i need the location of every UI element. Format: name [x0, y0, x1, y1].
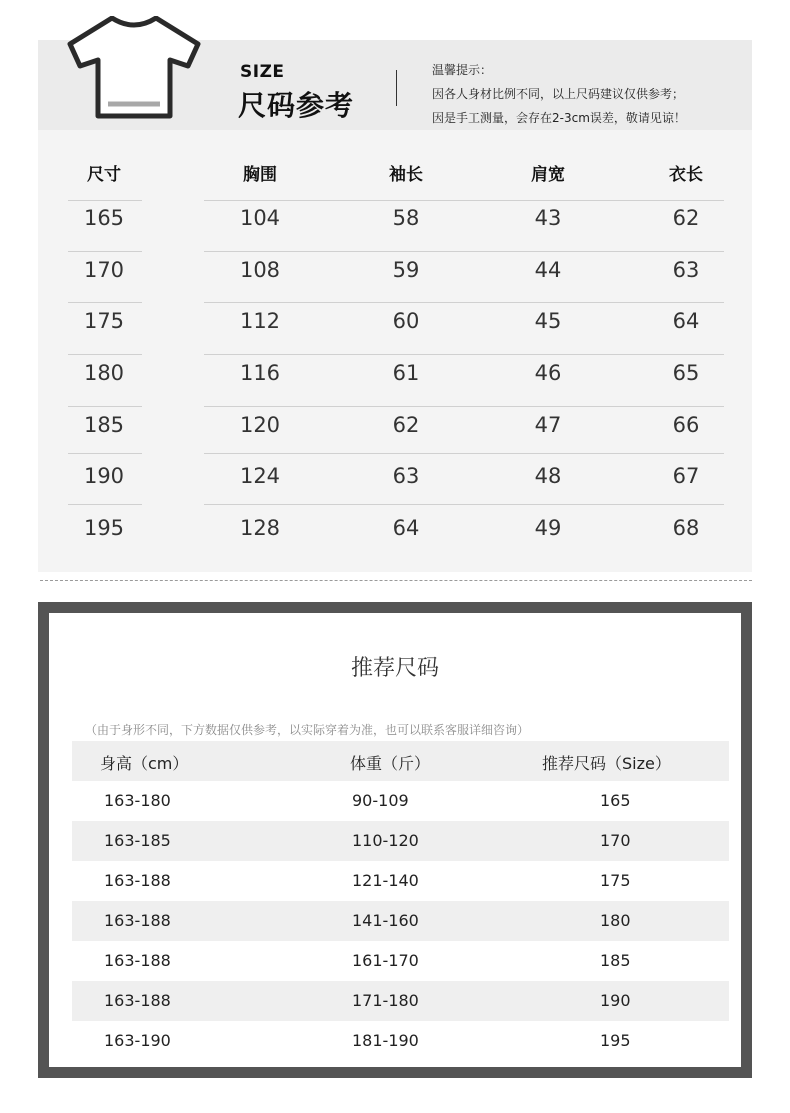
row-divider	[204, 504, 724, 505]
recommend-cell: 185	[600, 951, 631, 970]
tips-title: 温馨提示：	[432, 63, 493, 77]
size-cell: 44	[534, 258, 562, 282]
recommend-cell: 170	[600, 831, 631, 850]
size-cell: 104	[239, 206, 281, 230]
size-col-header: 衣长	[669, 165, 703, 185]
size-cell: 190	[83, 464, 125, 488]
size-cell: 45	[534, 309, 562, 333]
size-cell: 63	[672, 258, 700, 282]
recommend-cell: 175	[600, 871, 631, 890]
size-col-header: 尺寸	[87, 165, 121, 185]
size-col-header: 肩宽	[531, 165, 565, 185]
recommend-cell: 190	[600, 991, 631, 1010]
recommend-note: （由于身形不同，下方数据仅供参考，以实际穿着为准，也可以联系客服详细咨询）	[85, 723, 530, 737]
recommend-cell: 110-120	[352, 831, 419, 850]
row-divider	[68, 504, 142, 505]
recommend-cell: 163-185	[104, 831, 171, 850]
row-divider	[68, 406, 142, 407]
size-col-header: 袖长	[389, 165, 423, 185]
size-cell: 64	[392, 516, 420, 540]
recommend-panel	[38, 602, 752, 1078]
recommend-col-header: 身高（cm）	[100, 754, 189, 773]
recommend-cell: 180	[600, 911, 631, 930]
size-cell: 65	[672, 361, 700, 385]
recommend-row	[72, 941, 729, 981]
size-cell: 43	[534, 206, 562, 230]
recommend-cell: 161-170	[352, 951, 419, 970]
recommend-row	[72, 901, 729, 941]
size-cell: 59	[392, 258, 420, 282]
size-chart-panel	[38, 40, 752, 572]
row-divider	[204, 302, 724, 303]
size-cell: 61	[392, 361, 420, 385]
header-divider	[396, 70, 397, 106]
size-cell: 185	[83, 413, 125, 437]
size-cell: 60	[392, 309, 420, 333]
recommend-cell: 163-190	[104, 1031, 171, 1050]
recommend-row	[72, 861, 729, 901]
size-cell: 63	[392, 464, 420, 488]
recommend-cell: 163-188	[104, 871, 171, 890]
recommend-cell: 165	[600, 791, 631, 810]
size-col-header: 胸围	[243, 165, 277, 185]
recommend-col-header: 推荐尺码（Size）	[542, 754, 671, 773]
tshirt-icon	[66, 16, 202, 120]
row-divider	[204, 453, 724, 454]
size-cell: 120	[239, 413, 281, 437]
size-chart-header	[38, 40, 752, 130]
size-cell: 112	[239, 309, 281, 333]
size-cell: 180	[83, 361, 125, 385]
dashed-divider	[40, 580, 752, 581]
recommend-title: 推荐尺码	[350, 656, 439, 681]
size-cell: 47	[534, 413, 562, 437]
size-cell: 67	[672, 464, 700, 488]
size-cell: 165	[83, 206, 125, 230]
size-cell: 124	[239, 464, 281, 488]
row-divider	[68, 354, 142, 355]
row-divider	[204, 251, 724, 252]
row-divider	[204, 200, 724, 201]
tips-line: 因各人身材比例不同，以上尺码建议仅供参考；	[432, 87, 685, 101]
recommend-cell: 171-180	[352, 991, 419, 1010]
recommend-cell: 121-140	[352, 871, 419, 890]
row-divider	[204, 406, 724, 407]
size-cell: 170	[83, 258, 125, 282]
row-divider	[204, 354, 724, 355]
recommend-row	[72, 821, 729, 861]
recommend-cell: 163-180	[104, 791, 171, 810]
size-cell: 68	[672, 516, 700, 540]
row-divider	[68, 302, 142, 303]
tips-line: 因是手工测量，会存在2-3cm误差，敬请见谅！	[432, 111, 686, 125]
row-divider	[68, 251, 142, 252]
recommend-row	[72, 981, 729, 1021]
row-divider	[68, 453, 142, 454]
recommend-header-row	[72, 741, 729, 781]
size-cell: 128	[239, 516, 281, 540]
size-cell: 62	[392, 413, 420, 437]
size-title-en: SIZE	[240, 62, 285, 82]
recommend-cell: 141-160	[352, 911, 419, 930]
size-cell: 195	[83, 516, 125, 540]
size-cell: 108	[239, 258, 281, 282]
size-cell: 48	[534, 464, 562, 488]
recommend-cell: 163-188	[104, 911, 171, 930]
recommend-cell: 163-188	[104, 991, 171, 1010]
recommend-cell: 195	[600, 1031, 631, 1050]
size-cell: 175	[83, 309, 125, 333]
size-cell: 116	[239, 361, 281, 385]
recommend-row	[72, 1021, 729, 1061]
size-cell: 58	[392, 206, 420, 230]
recommend-col-header: 体重（斤）	[350, 754, 431, 773]
tips-block	[432, 58, 686, 130]
row-divider	[68, 200, 142, 201]
size-cell: 66	[672, 413, 700, 437]
recommend-cell: 90-109	[352, 791, 409, 810]
size-title-cn: 尺码参考	[238, 89, 355, 122]
size-cell: 49	[534, 516, 562, 540]
recommend-cell: 181-190	[352, 1031, 419, 1050]
recommend-cell: 163-188	[104, 951, 171, 970]
size-cell: 62	[672, 206, 700, 230]
size-cell: 64	[672, 309, 700, 333]
recommend-row	[72, 781, 729, 821]
size-cell: 46	[534, 361, 562, 385]
